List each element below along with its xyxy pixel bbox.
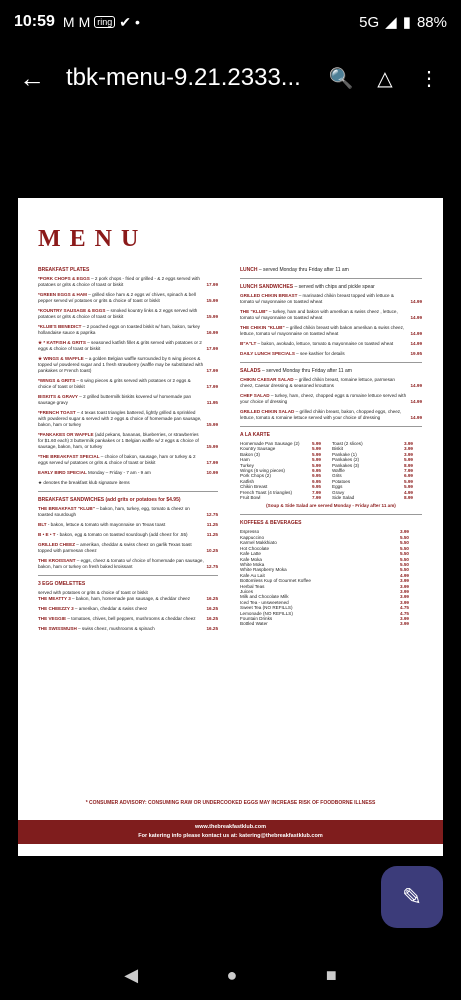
alakarte-item: Toast (2 slices): [332, 441, 363, 446]
section-name: LUNCH SANDWICHES: [240, 284, 294, 290]
item-price: 16.25: [206, 626, 218, 631]
alakarte-price: 7.99: [404, 468, 413, 474]
beverage-name: Herbal Teas: [240, 583, 265, 589]
item-desc: – turkey, ham, cheez, chopped eggs & romaine lettuce served with your choice of dressing: [240, 393, 407, 404]
more-vert-icon[interactable]: ⋮: [419, 67, 439, 90]
item-price: 15.99: [206, 444, 218, 449]
menu-item: [38, 276, 218, 288]
beverage-price: 3.99: [400, 529, 409, 535]
item-desc: – tomatoes, chives, bell peppers, mushrooms & cheddar cheez: [66, 616, 196, 621]
item-price: 12.75: [206, 512, 218, 517]
item-name: DAILY LUNCH SPECIALS: [240, 351, 295, 356]
beverage-name: Bottomless Kup of Gourmet Koffee: [240, 578, 311, 584]
alakarte-item: Waffle: [332, 468, 345, 474]
alakarte-title: A LA KARTE: [240, 432, 270, 438]
item-name: *KOUNTRY SAUSAGE & EGGS: [38, 308, 106, 313]
item-price: 14.99: [410, 299, 422, 304]
beverage-name: Hot Chocolate: [240, 545, 270, 551]
beverage-name: Fountain Drinks: [240, 615, 273, 621]
item-name: THE CHEEZZY 3: [38, 606, 74, 611]
alakarte-price: 8.99: [404, 495, 413, 501]
alakarte-price: 8.99: [404, 462, 413, 468]
beverage-price: 4.99: [400, 572, 409, 578]
beverage-price: 5.50: [400, 551, 409, 557]
alakarte-price: 3.99: [404, 446, 413, 452]
section-desc: – served Monday thru Friday after 11 am: [260, 368, 352, 374]
footer-katering: For katering info please kontact us at: katering@thebreakfastklub.com: [138, 833, 323, 839]
item-desc: – eggs, cheez & tomato w/ choice of homemade pan sausage, bakon, ham or turkey on fresh baked kroissant: [38, 558, 204, 569]
item-desc: – bakon, ham, homemade pan sausage, & cheddar cheez: [70, 596, 191, 601]
item-name: BLT: [38, 522, 47, 527]
network-label: 5G: [359, 13, 380, 31]
battery-icon: ▮: [402, 14, 411, 31]
alakarte-note: (Soup & Side Salad are served Monday - Friday after 11 am): [266, 503, 396, 509]
item-desc: – bakon, ham, turkey, egg, tomato & cheez on toasted sourdough: [38, 506, 190, 517]
beverage-name: Kafe Au Lait: [240, 572, 265, 578]
clock: 10:59: [14, 13, 55, 30]
section-divider: [38, 491, 218, 492]
item-price: 11.25: [206, 522, 218, 527]
alakarte-price: 5.99: [404, 478, 413, 484]
gmail-icon: M: [62, 14, 75, 30]
alakarte-price: 9.95: [312, 478, 321, 484]
item-desc: (add pekans, bananas, blueberries, or strawberries for $1.60 each) 3 buttermilk pankakes or 1 Belgian waffle w/ 2 eggs & choice of sausage, bakon, ham, or turkey: [38, 432, 199, 449]
item-name: THE KROISSANT: [38, 558, 76, 563]
item-price: 15.99: [206, 422, 218, 427]
beverage-price: 5.50: [400, 561, 409, 567]
lunch-heading: [240, 267, 422, 273]
item-price: 16.25: [206, 596, 218, 601]
alakarte-item: Biskit: [332, 446, 343, 452]
beverage-name: Juices: [240, 588, 254, 594]
alakarte-price: 5.99: [312, 462, 321, 468]
item-name: THE MEATTY 3: [38, 596, 71, 601]
beverage-price: 3.99: [400, 578, 409, 584]
beverage-name: Kafe Latte: [240, 551, 261, 557]
alakarte-price: 4.99: [404, 489, 413, 495]
item-name: GRILLED CHIKIN SALAD: [240, 409, 295, 414]
dot-icon: •: [135, 14, 140, 30]
section-divider: [38, 575, 218, 576]
alakarte-price: 5.99: [404, 457, 413, 463]
item-price: 10.99: [206, 470, 218, 475]
menu-item: [240, 341, 422, 347]
section-divider: [240, 514, 422, 515]
beverage-price: 3.99: [400, 588, 409, 594]
item-price: 16.25: [206, 616, 218, 621]
item-price: 17.99: [206, 460, 218, 465]
beverage-name: Karmel Makkhiato: [240, 540, 277, 546]
menu-item: [38, 616, 218, 622]
beverage-price: 3.99: [400, 599, 409, 605]
menu-item: [240, 377, 422, 389]
menu-item: [38, 596, 218, 602]
beverage-name: Iced Tea - unsweetened: [240, 599, 289, 605]
section-name: SALADS: [240, 368, 261, 374]
alakarte-item: French Toast (4 triangles): [240, 489, 292, 495]
beverage-name: Kappuccino: [240, 534, 265, 540]
item-desc: – grilled chikin breast, romaine lettuce, parmesan cheez, Caesar dressing & seasoned krouttons: [240, 377, 395, 388]
item-price: 14.99: [410, 331, 422, 336]
check-icon: ✔: [119, 13, 132, 30]
lunch-title: LUNCH: [240, 267, 258, 273]
menu-item: [38, 394, 218, 406]
beverage-price: 4.75: [400, 605, 409, 611]
item-price: 14.99: [410, 415, 422, 420]
alakarte-price: 9.95: [312, 484, 321, 490]
beverage-price: 5.50: [400, 567, 409, 573]
item-desc: – marinated chikin breast topped with lettuce & tomato w/ mayonnaise on toasted wheat: [240, 293, 394, 304]
nav-home-icon[interactable]: ●: [226, 964, 238, 985]
beverage-price: 3.99: [400, 621, 409, 627]
search-doc-icon[interactable]: 🔍: [328, 67, 354, 90]
item-name: BISKITS & GRAVY: [38, 394, 78, 399]
alakarte-item: Ham: [240, 457, 250, 463]
menu-item: [38, 324, 218, 336]
item-desc: – smoked kountry links & 2 eggs served with potatoes or grits & choice of toast or biskit: [38, 308, 198, 319]
system-nav-bar: [0, 950, 461, 1000]
item-desc: – 6 wing pieces & grits served with potatoes or 2 eggs & choice of toast or biskit: [38, 378, 191, 389]
item-desc: – 2 grilled buttermilk biskits kovered w/ homemade pan sausage gravy: [38, 394, 192, 405]
menu-item: [38, 626, 218, 632]
item-desc: – 2 pork chops - fried or grilled - & 2 eggs served with potatoes or grits & choice of toast or biskit: [38, 276, 200, 287]
koffees-grid: [240, 529, 422, 626]
item-desc: – turkey, ham and bakon with amerikan & swiss cheez , lettuce, tomato w/ mayonnaise on toasted wheat: [240, 309, 398, 320]
status-bar: [0, 0, 461, 44]
alakarte-item: Bakon (3): [240, 451, 260, 457]
nav-recents-icon[interactable]: ■: [325, 964, 337, 985]
menu-item: [38, 558, 218, 570]
beverage-price: 3.99: [400, 594, 409, 600]
alakarte-item: Eggs: [332, 484, 343, 490]
edit-fab[interactable]: [381, 866, 443, 928]
menu-item: [38, 378, 218, 390]
item-price: 15.99: [206, 298, 218, 303]
alakarte-price: 9.95: [312, 473, 321, 479]
menu-item: [240, 409, 422, 421]
beverage-name: Espresso: [240, 529, 260, 535]
alakarte-price: 5.99: [312, 457, 321, 463]
alakarte-grid: [240, 441, 422, 500]
alakarte-item: Katfish: [240, 478, 255, 484]
section-title: [240, 368, 422, 374]
item-desc: - bakon, egg & tomato on toasted sourdough (add cheez for .55): [55, 532, 188, 537]
beverage-name: Kafe Moka: [240, 556, 262, 562]
beverage-price: 5.50: [400, 540, 409, 546]
beverage-price: 3.99: [400, 583, 409, 589]
item-price: 17.99: [206, 368, 218, 373]
item-name: *KLUB'S BENEDICT: [38, 324, 82, 329]
item-desc: – amerikan, cheddar & swiss cheez on garlik Texas toast topped with parmesan cheez: [38, 542, 192, 553]
menu-item: [38, 506, 218, 518]
item-desc: – a golden Belgian waffle surrounded by 6 wing pieces & topped w/ powdered sugar and 1 fresh strawberry (waffle may be substituted with pankakes or French toast): [38, 356, 204, 373]
menu-item: [240, 351, 422, 357]
beverage-price: 5.50: [400, 534, 409, 540]
menu-item: [240, 393, 422, 405]
item-desc: – 4 texas toast triangles battered, lightly grilled & sprinkled with powdered sugar & served with 2 eggs & choice of homemade pan sausage, bakon, ham or turkey: [38, 410, 202, 427]
item-price: 16.99: [206, 330, 218, 335]
beverage-price: 5.50: [400, 545, 409, 551]
item-name: *PANKAKES OR WAFFLE: [38, 432, 94, 437]
koffees-title: KOFFEES & BEVERAGES: [240, 520, 302, 527]
gmail-icon-2: M: [78, 14, 91, 30]
consumer-advisory: * CONSUMER ADVISORY: CONSUMING RAW OR UNDERCOOKED EGGS MAY INCREASE RISK OF FOODBORNE ILLNESS: [85, 800, 376, 806]
item-name: *THE BREAKFAST SPECIAL: [38, 454, 100, 459]
alakarte-item: Pork Chops (2): [240, 473, 271, 479]
alakarte-price: 5.99: [312, 451, 321, 457]
beverage-price: 3.99: [400, 615, 409, 621]
left-column: [38, 262, 218, 636]
menu-item: [38, 532, 218, 538]
section-title: [240, 284, 422, 290]
alakarte-price: 3.99: [404, 451, 413, 457]
beverage-price: 4.75: [400, 610, 409, 616]
alakarte-price: 9.95: [312, 468, 321, 474]
alakarte-price: 5.99: [404, 484, 413, 490]
menu-item: [38, 340, 218, 352]
beverage-name: White Moka: [240, 561, 265, 567]
item-name: *GREEN EGGS & HAM: [38, 292, 88, 297]
alakarte-item: Homemade Pan Sausage (2): [240, 441, 300, 446]
section-divider: [240, 426, 422, 427]
item-price: 19.95: [410, 351, 422, 356]
item-desc: – 2 poached eggs on toasted biskit w/ ham, bakon, turkey hollandaise sauce & paprika: [38, 324, 200, 335]
menu-item: [240, 325, 422, 337]
alakarte-item: Pankakes (2): [332, 457, 360, 463]
section-title: BREAKFAST SANDWICHES (add grits or potatoes for $4.95): [38, 497, 181, 503]
menu-item: [38, 606, 218, 612]
item-desc: – swiss cheez, mushrooms & spinach: [76, 626, 155, 631]
menu-item: [38, 432, 218, 450]
alakarte-price: 7.99: [312, 489, 321, 495]
item-price: 14.99: [410, 315, 422, 320]
alakarte-item: Wings (6 wing pieces): [240, 468, 285, 474]
pen-icon: ✎: [401, 883, 423, 911]
menu-item: [38, 454, 218, 466]
document-title: tbk-menu-9.21.2333...: [66, 64, 301, 91]
section-divider: [240, 362, 422, 363]
alakarte-price: 3.99: [404, 441, 413, 446]
item-price: 17.99: [206, 282, 218, 287]
signature-note: ★ denotes the breakfast klub signature items: [38, 480, 130, 485]
item-desc: – grilled chikin breast, bakon, chopped eggs, cheez, lettuce, tomato & romaine lettuce served with your choice of dressing: [240, 409, 402, 420]
item-price: 16.25: [206, 606, 218, 611]
item-desc: – amerikan, cheddar & swiss cheez: [73, 606, 148, 611]
section-sub: served with potatoes or grits & choice of toast or biskit: [38, 590, 148, 595]
item-name: GRILLED CHIKIN BREAST: [240, 293, 298, 298]
item-price: 15.99: [206, 314, 218, 319]
item-name: CHEF SALAD: [240, 393, 270, 398]
item-name: B"A"LT: [240, 341, 257, 346]
item-name: ★ WINGS & WAFFLE: [38, 356, 84, 361]
item-desc: – seasoned katfish fillet & grits served with potatoes or 2 eggs & choice of toast or biskit: [38, 340, 202, 351]
item-price: 10.25: [206, 548, 218, 553]
item-name: *FRENCH TOAST: [38, 410, 76, 415]
alakarte-item: Chikin Breast: [240, 484, 268, 490]
item-price: 17.99: [206, 346, 218, 351]
drive-add-icon[interactable]: △: [377, 67, 393, 90]
menu-item: [38, 470, 218, 476]
alakarte-item: Grits: [332, 473, 342, 479]
alakarte-item: Turkey: [240, 462, 254, 468]
item-name: THE VEGGIE: [38, 616, 67, 621]
signal-icon: ◢: [385, 14, 397, 31]
alakarte-item: Kountry Sausage: [240, 446, 276, 452]
ring-icon: ring: [94, 16, 115, 28]
menu-item: [38, 542, 218, 554]
app-bar: [0, 48, 461, 108]
alakarte-price: 6.99: [404, 473, 413, 479]
section-desc: – served with chips and pickle spear: [293, 284, 375, 290]
item-name: THE CHIKIN "KLUB": [240, 325, 285, 330]
notification-icons: [63, 14, 140, 31]
menu-item: [38, 356, 218, 374]
item-price: 12.75: [206, 564, 218, 569]
footer-website[interactable]: www.thebreakfastklub.com: [194, 824, 266, 830]
battery-level: 88%: [416, 13, 447, 31]
item-price: 17.99: [206, 384, 218, 389]
item-desc: – grilled chikin breast with bakon amerikan & swiss cheez, lettuce, tomato w/ mayonnaise on toasted wheat: [240, 325, 405, 336]
item-desc: - bakon, lettuce & tomato with mayonnaise on Texas toast: [46, 522, 166, 527]
alakarte-item: Pankake (1): [332, 451, 357, 457]
item-price: 14.99: [410, 383, 422, 388]
section-divider: [240, 278, 422, 279]
item-price: 14.99: [410, 399, 422, 404]
item-name: EARLY BIRD SPECIAL: [38, 470, 87, 475]
menu-item: [240, 309, 422, 321]
alakarte-item: Side Salad: [332, 495, 355, 501]
item-name: *WINGS & GRITS: [38, 378, 76, 383]
menu-item: [38, 522, 218, 528]
item-price: 11.25: [206, 532, 218, 537]
item-desc: – grilled slice ham & 2 eggs w/ chives, spinach & bell pepper served w/ potatoes or grits & choice of toast or biskit: [38, 292, 196, 303]
item-desc: – bakon, avokado, lettuce, tomato & mayonnaise on toasted wheat: [256, 341, 394, 346]
item-price: 11.95: [206, 400, 218, 405]
menu-item: [38, 308, 218, 320]
beverage-name: White Raspberry Moka: [240, 567, 287, 573]
item-price: 14.99: [410, 341, 422, 346]
item-desc: – see kashier for details: [294, 351, 345, 356]
alakarte-item: Fruit Bowl: [240, 495, 261, 501]
back-arrow-icon[interactable]: ←: [19, 62, 45, 93]
section-title: BREAKFAST PLATES: [38, 267, 90, 273]
section-title: 3 EGG OMELETTES: [38, 581, 86, 587]
menu-footer: [18, 820, 443, 844]
alakarte-price: 7.99: [312, 495, 321, 501]
beverage-name: Sweet Tea (NO REFILLS): [240, 605, 293, 611]
item-name: THE "KLUB": [240, 309, 268, 314]
alakarte-price: 5.99: [312, 441, 321, 446]
beverage-name: Lemonade (NO REFILLS): [240, 610, 293, 616]
item-desc: – choice of bakon, sausage, ham or turkey & 2 eggs served w/ potatoes or grits & choice of toast or biskit: [38, 454, 196, 465]
nav-back-icon[interactable]: ◀: [124, 964, 139, 985]
alakarte-item: Potatoes: [332, 478, 351, 484]
menu-heading: MENU: [38, 226, 148, 252]
beverage-price: 5.50: [400, 556, 409, 562]
item-name: *PORK CHOPS & EGGS: [38, 276, 90, 281]
menu-item: [38, 292, 218, 304]
lunch-desc: – served Monday thru Friday after 11 am: [257, 267, 349, 273]
item-name: THE BREAKFAST "KLUB": [38, 506, 95, 511]
item-name: B • E • T: [38, 532, 56, 537]
alakarte-item: Gravy: [332, 489, 345, 495]
item-desc: Monday – Friday - 7 am - 9 am: [86, 470, 151, 475]
item-name: GRILLED CHEEZ: [38, 542, 76, 547]
pdf-page: [18, 198, 443, 856]
beverage-name: Bottled Water: [240, 621, 268, 627]
item-name: CHIKIN CAESAR SALAD: [240, 377, 294, 382]
alakarte-price: 5.99: [312, 446, 321, 452]
menu-item: [38, 410, 218, 428]
menu-item: [240, 293, 422, 305]
right-column: [240, 262, 422, 627]
item-name: ★ * KATFISH & GRITS: [38, 340, 86, 345]
beverage-name: Milk and Chocolate Milk: [240, 594, 289, 600]
alakarte-item: Pankakes (3): [332, 462, 360, 468]
item-name: THE SWISSMUSH: [38, 626, 77, 631]
